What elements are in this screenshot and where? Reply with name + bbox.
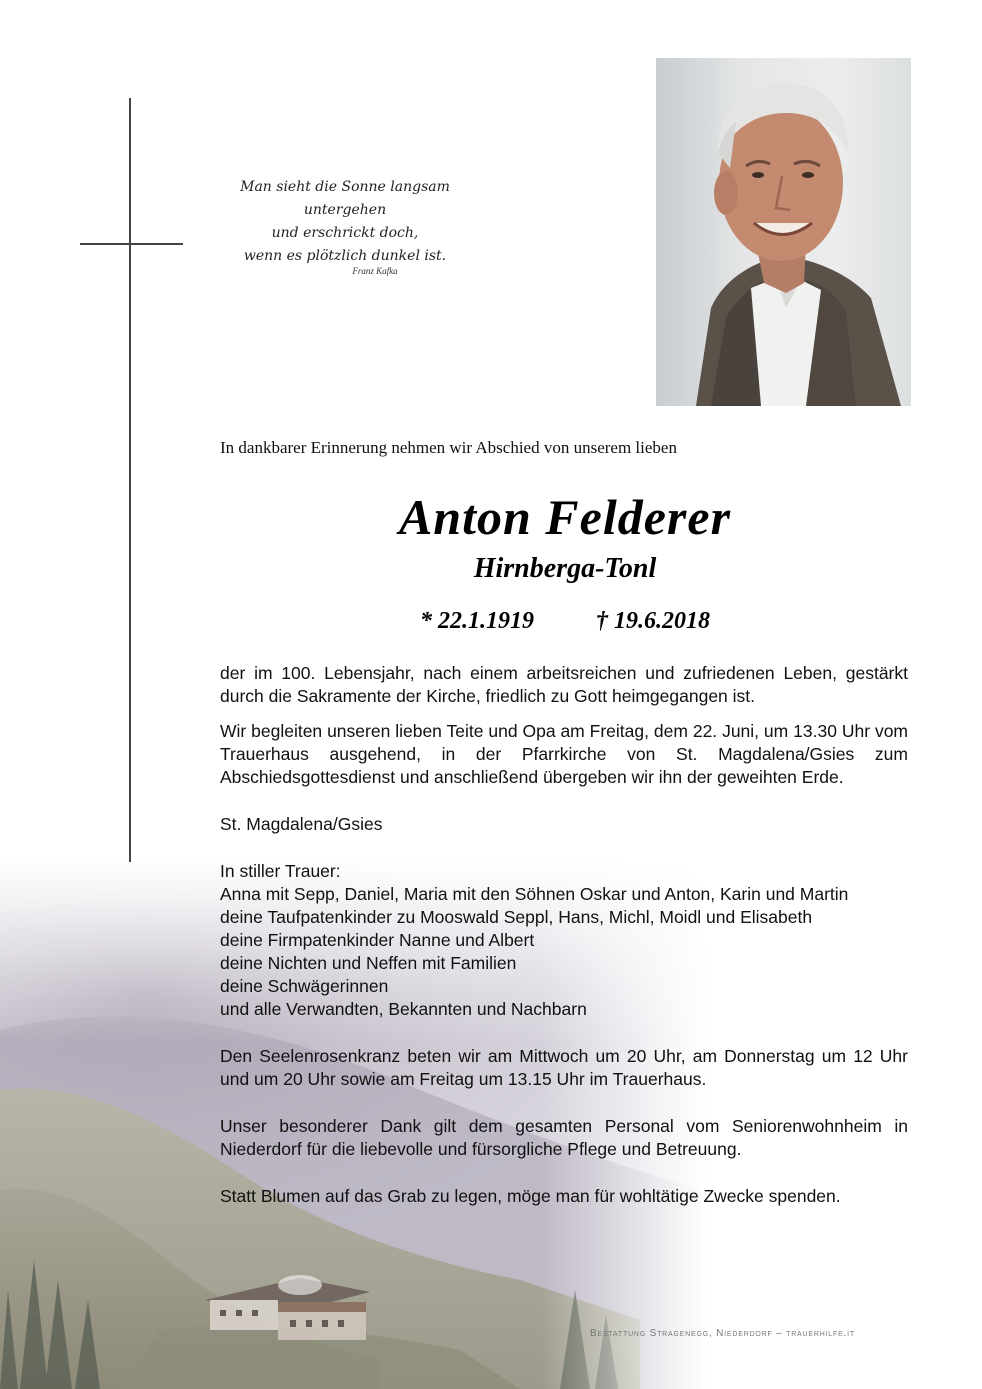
cross-icon — [129, 98, 131, 862]
place: St. Magdalena/Gsies — [220, 814, 383, 834]
mourning-title: In stiller Trauer: — [220, 861, 341, 881]
quote-line: und erschrickt doch, — [271, 225, 419, 241]
portrait-photo — [656, 58, 911, 406]
paragraph-funeral: Wir begleiten unseren lieben Teite und Opa am Freitag, dem 22. Juni, um 13.30 Uhr vom Trauerhaus ausgehend, in der Pfarrkirche von St. Magdalena/Gsies zum Abschiedsgottesdienst und anschließend übergeben wir ihn der geweihten Erde. — [220, 721, 908, 787]
death-date: † 19.6.2018 — [596, 608, 710, 634]
deceased-nickname: Hirnberga-Tonl — [473, 553, 657, 584]
quote-line: Man sieht die Sonne langsam untergehen — [240, 179, 450, 218]
cross-icon-bar — [80, 243, 183, 245]
birth-date: * 22.1.1919 — [420, 608, 534, 634]
portrait-illustration — [656, 58, 911, 406]
intro-text: In dankbarer Erinnerung nehmen wir Abschied von unserem lieben — [220, 438, 677, 457]
quote-line: wenn es plötzlich dunkel ist. — [243, 248, 447, 264]
quote-author: Franz Kafka — [352, 266, 398, 276]
paragraph-flowers: Statt Blumen auf das Grab zu legen, möge man für wohltätige Zwecke spenden. — [220, 1186, 841, 1206]
mourners-block — [220, 860, 908, 1021]
mourner-line: deine Taufpatenkinder zu Mooswald Seppl, Hans, Michl, Moidl und Elisabeth — [220, 907, 813, 927]
mourner-line: deine Nichten und Neffen mit Familien — [220, 953, 517, 973]
paragraph-thanks: Unser besonderer Dank gilt dem gesamten Personal vom Seniorenwohnheim in Niederdorf für die liebevolle und fürsorgliche Pflege und Betreuung. — [220, 1116, 908, 1159]
mourner-line: und alle Verwandten, Bekannten und Nachbarn — [220, 999, 587, 1019]
mourner-line: deine Firmpatenkinder Nanne und Albert — [220, 930, 535, 950]
deceased-name: Anton Felderer — [398, 489, 732, 545]
paragraph-passing: der im 100. Lebensjahr, nach einem arbeitsreichen und zufriedenen Leben, gestärkt durch die Sakramente der Kirche, friedlich zu Gott heimgegangen ist. — [220, 663, 908, 706]
mourner-line: deine Schwägerinnen — [220, 976, 389, 996]
obituary-body — [220, 662, 908, 1220]
life-dates — [220, 608, 910, 635]
mourner-line: Anna mit Sepp, Daniel, Maria mit den Söhnen Oskar und Anton, Karin und Martin — [220, 884, 849, 904]
footer-credit: Bestattung Stragenegg, Niederdorf – trauerhilfe.it — [590, 1328, 855, 1339]
paragraph-rosary: Den Seelenrosenkranz beten wir am Mittwoch um 20 Uhr, am Donnerstag um 12 Uhr und um 20 Uhr sowie am Freitag um 13.15 Uhr im Trauerhaus. — [220, 1046, 908, 1089]
quote — [200, 176, 490, 268]
